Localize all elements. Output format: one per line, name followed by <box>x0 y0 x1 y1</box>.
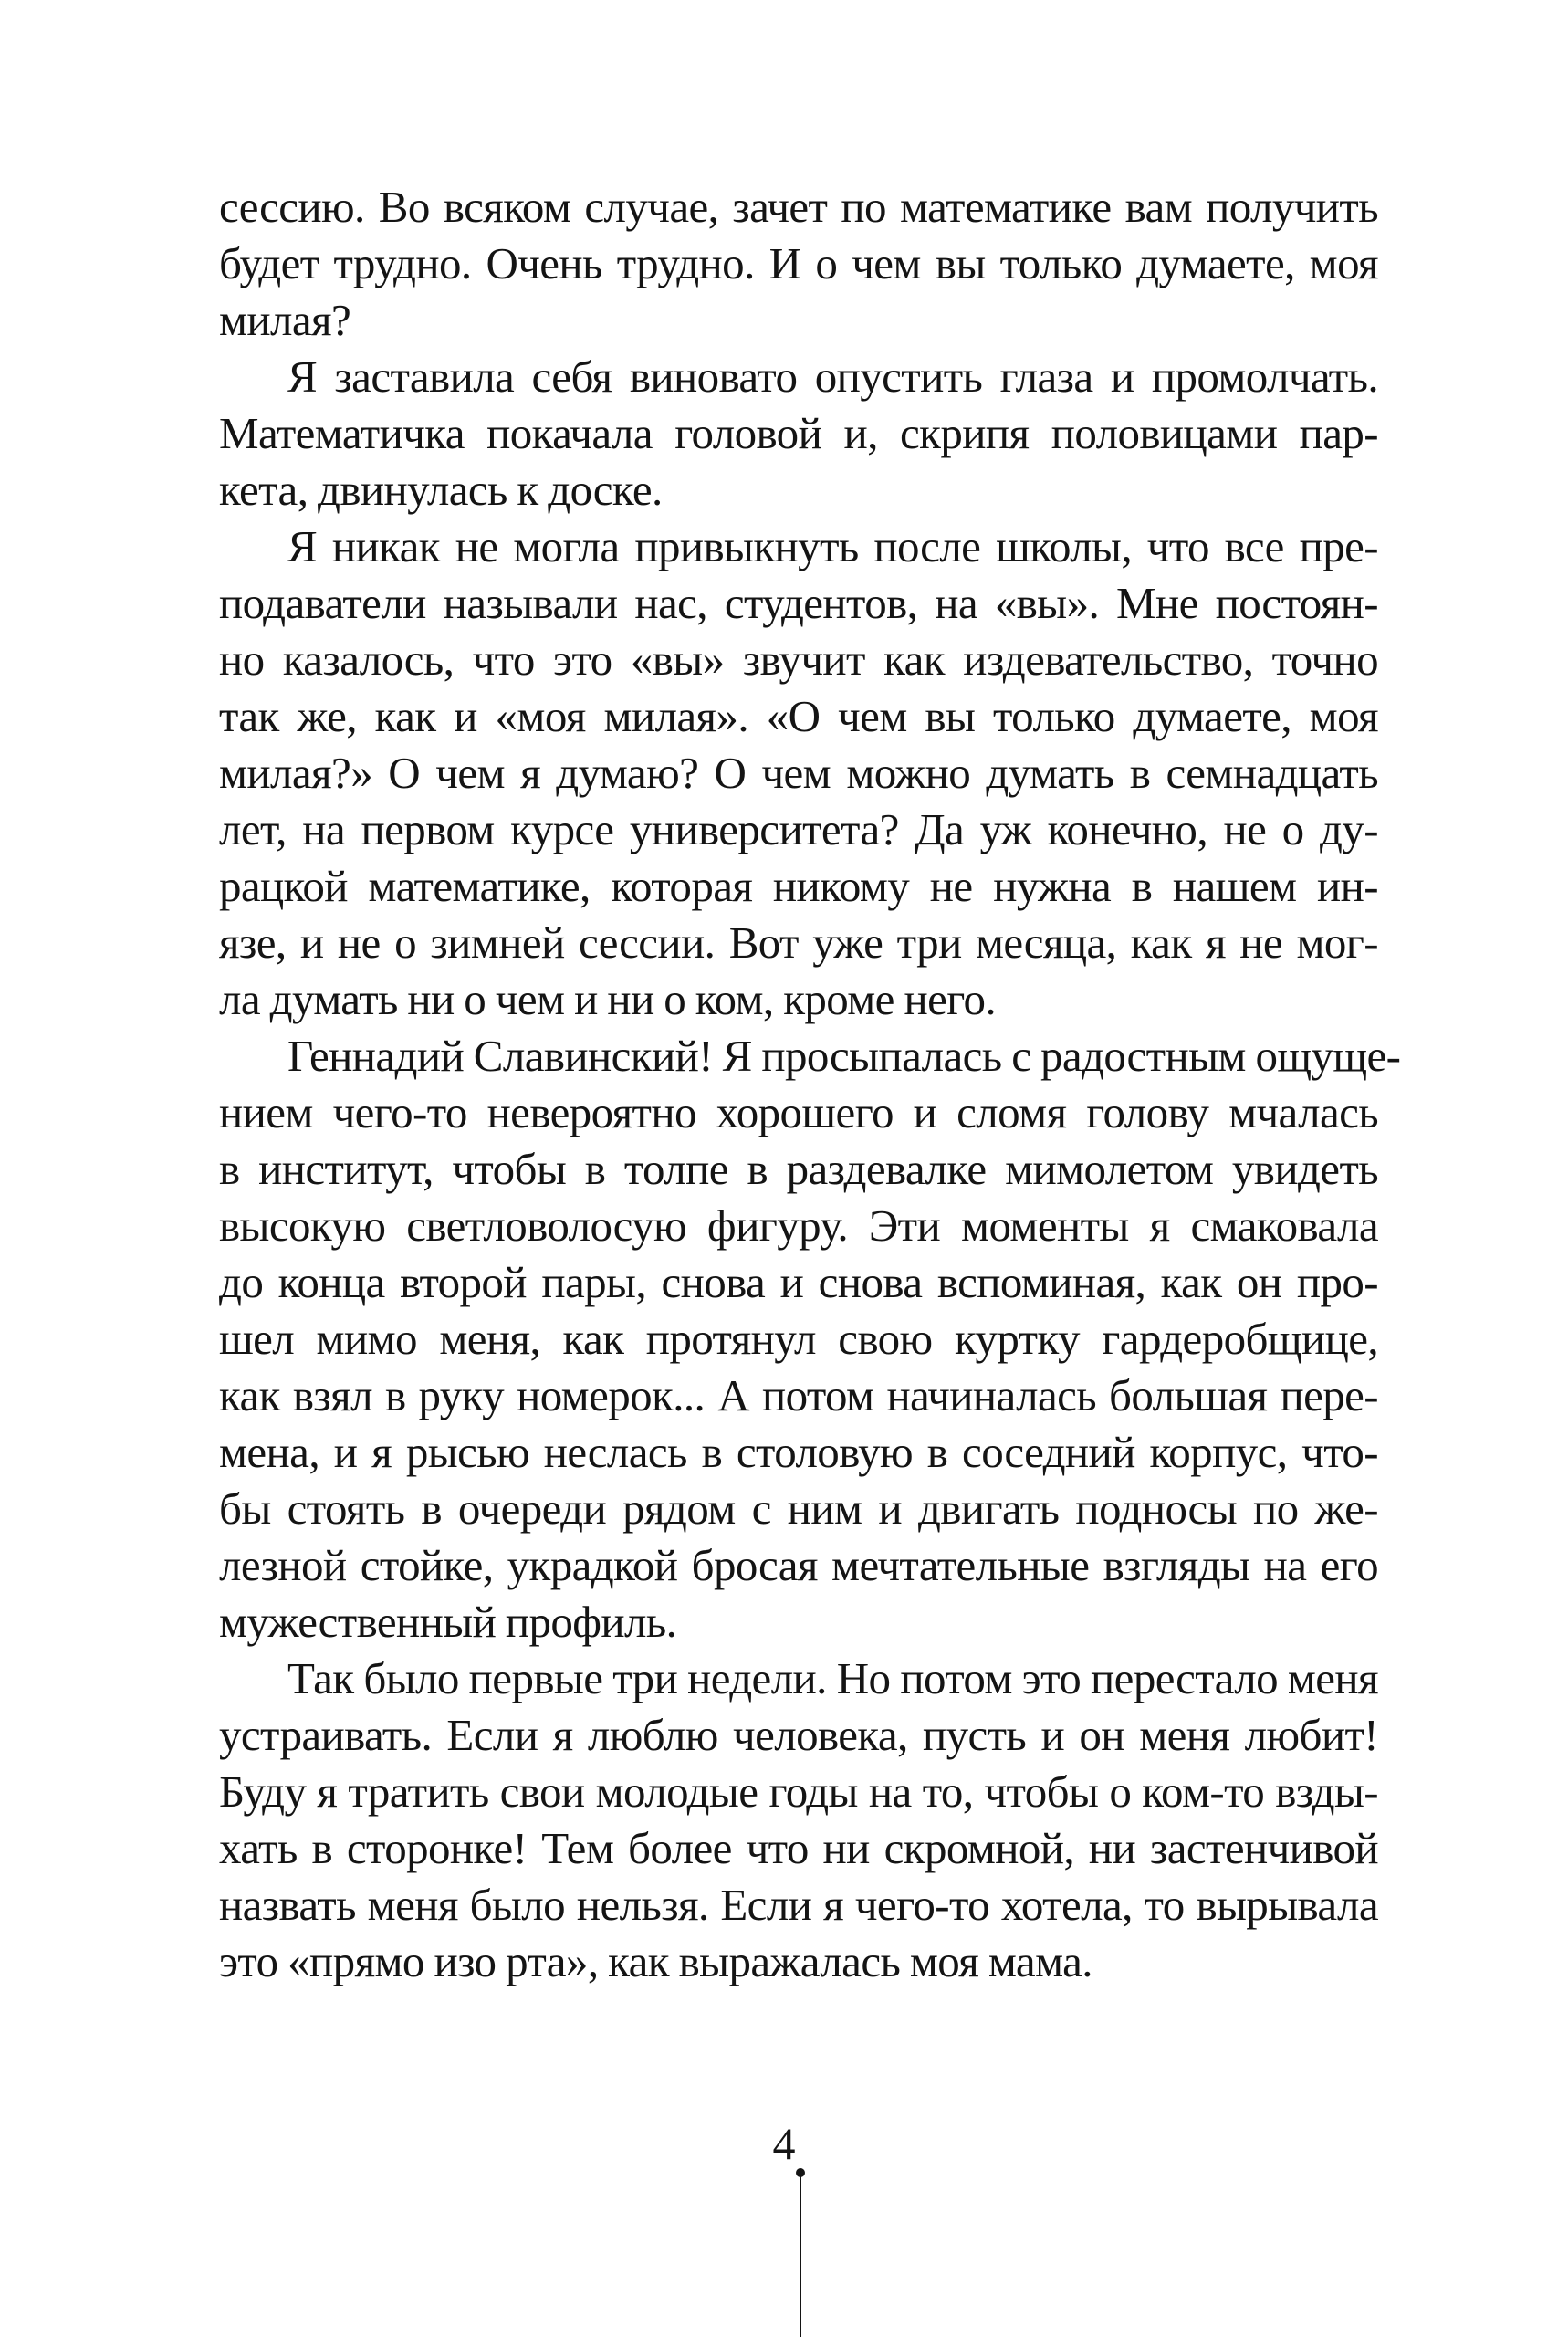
text-line: так же, как и «моя милая». «О чем вы только думаете, моя <box>219 691 1378 741</box>
text-line: ла думать ни о чем и ни о ком, кроме него. <box>219 974 997 1024</box>
text-line: рацкой математике, которая никому не нужна в нашем ин- <box>219 861 1378 911</box>
text-line: сессию. Во всяком случае, зачет по математике вам получить <box>219 182 1378 232</box>
text-line: Я никак не могла привыкнуть после школы, что все пре- <box>287 521 1378 571</box>
text-line: до конца второй пары, снова и снова вспоминая, как он про- <box>219 1257 1378 1307</box>
text-line: высокую светловолосую фигуру. Эти моменты я смаковала <box>219 1200 1378 1251</box>
paragraph <box>219 1028 1401 1651</box>
text-line: язе, и не о зимней сессии. Вот уже три месяца, как я не мог- <box>219 917 1378 968</box>
text-line: мена, и я рысью неслась в столовую в соседний корпус, что- <box>219 1427 1378 1477</box>
text-line: Буду я тратить свои молодые годы на то, чтобы о ком-то взды- <box>219 1766 1378 1817</box>
text-line: назвать меня было нельзя. Если я чего-то хотела, то вырывала <box>219 1880 1378 1930</box>
paragraph <box>219 519 1378 1028</box>
text-line: бы стоять в очереди рядом с ним и двигать подносы по же- <box>219 1483 1378 1534</box>
text-line: кета, двинулась к доске. <box>219 465 663 515</box>
text-line: устраивать. Если я люблю человека, пусть и он меня любит! <box>219 1710 1378 1760</box>
text-line: Я заставила себя виновато опустить глаза и промолчать. <box>287 351 1378 402</box>
text-line: Так было первые три недели. Но потом это перестало меня <box>287 1653 1378 1703</box>
text-line: Математичка покачала головой и, скрипя половицами пар- <box>219 408 1378 458</box>
text-line: лет, на первом курсе университета? Да уж конечно, не о ду- <box>219 804 1378 854</box>
text-line: в институт, чтобы в толпе в раздевалке мимолетом увидеть <box>219 1144 1378 1194</box>
text-line: подаватели называли нас, студентов, на «вы». Мне постоян- <box>219 578 1378 628</box>
text-line: нием чего-то невероятно хорошего и сломя голову мчалась <box>219 1087 1378 1137</box>
text-line: милая?» О чем я думаю? О чем можно думать в семнадцать <box>219 748 1378 798</box>
text-line: как взял в руку номерок... А потом начиналась большая пере- <box>219 1370 1378 1420</box>
paragraph <box>219 179 1378 349</box>
text-line: шел мимо меня, как протянул свою куртку гардеробщице, <box>219 1314 1378 1364</box>
text-line: будет трудно. Очень трудно. И о чем вы только думаете, моя <box>219 238 1378 288</box>
text-line: Геннадий Славинский! Я просыпалась с радостным ощуще- <box>287 1031 1401 1081</box>
text-line: милая? <box>219 295 351 345</box>
paragraph <box>219 1651 1378 1990</box>
text-line: но казалось, что это «вы» звучит как издевательство, точно <box>219 634 1378 685</box>
text-line: мужественный профиль. <box>219 1597 677 1647</box>
text-line: хать в сторонке! Тем более что ни скромной, ни застенчивой <box>219 1823 1378 1873</box>
text-line: лезной стойке, украдкой бросая мечтательные взгляды на его <box>219 1540 1378 1590</box>
text-line: это «прямо изо рта», как выражалась моя мама. <box>219 1936 1092 1986</box>
folio-rule-line <box>800 2172 801 2337</box>
page-number: 4 <box>772 2118 796 2169</box>
folio-rule <box>799 2168 802 2337</box>
body-text <box>219 179 1401 1990</box>
paragraph <box>219 349 1378 519</box>
